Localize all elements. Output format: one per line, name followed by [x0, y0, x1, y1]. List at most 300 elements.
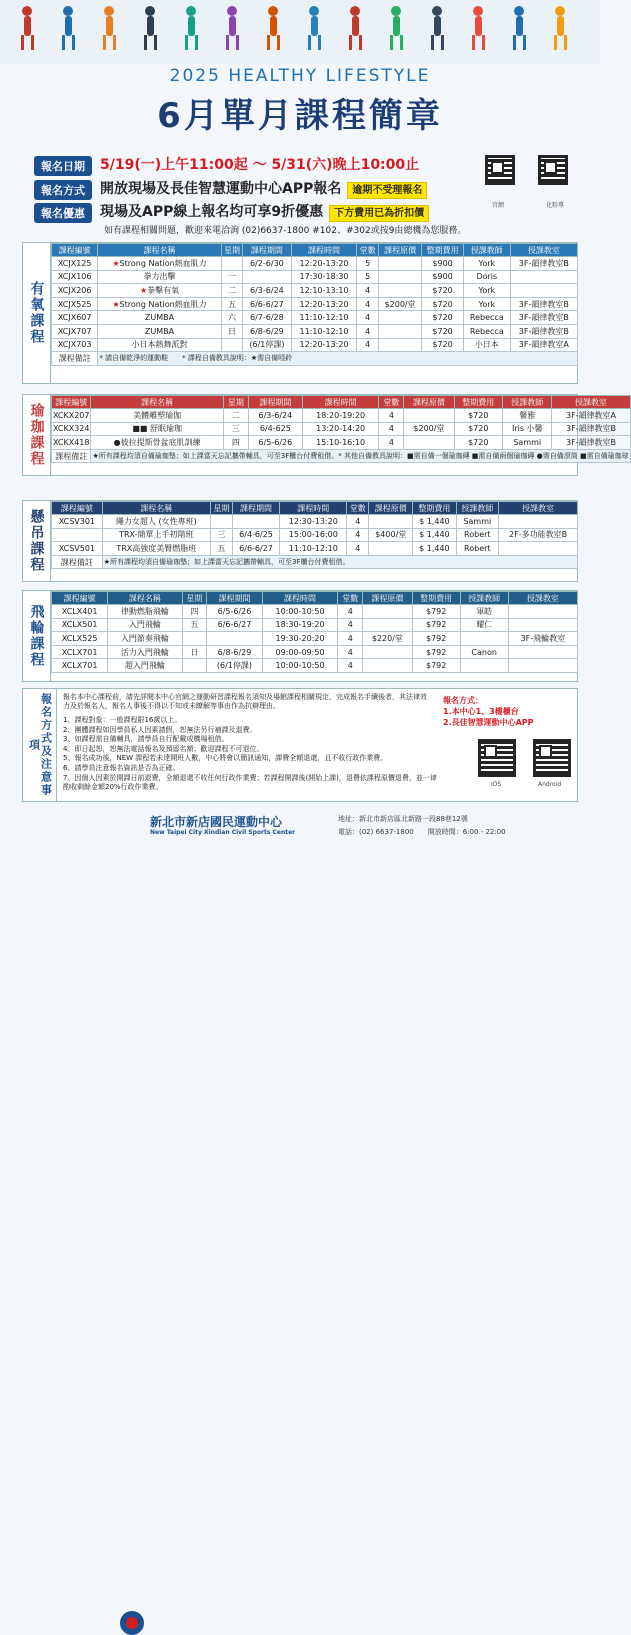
qr-code-website[interactable]	[485, 155, 515, 185]
table-cell	[508, 605, 577, 619]
table-cell: XCSV301	[52, 515, 103, 529]
table-cell: 入門節奏飛輪	[108, 632, 182, 646]
table-cell: 馨雅	[503, 409, 552, 423]
table-cell: 4	[338, 632, 363, 646]
exercise-figure-icon	[305, 6, 323, 50]
table-cell: 三	[223, 422, 248, 436]
section-aerobic	[22, 242, 578, 384]
table-cell	[379, 324, 422, 338]
table-cell: 11:10-12:10	[280, 542, 347, 556]
table-cell: 3F-韻律教室B	[552, 436, 630, 450]
table-cell: 13:20-14:20	[302, 422, 379, 436]
col-header: 課程時間	[280, 502, 347, 515]
table-cell: 3F-飛輪教室	[508, 632, 577, 646]
col-header: 授課教室	[510, 244, 577, 257]
table-cell: 12:30-13:20	[280, 515, 347, 529]
table-row	[52, 324, 578, 338]
qr-code-ios[interactable]	[478, 739, 516, 777]
table-cell: 4	[357, 324, 379, 338]
info-discount	[34, 201, 429, 223]
table-cell	[243, 270, 291, 284]
table-cell	[460, 659, 508, 673]
table-cell: XCJX703	[52, 338, 98, 352]
table-cell: XCJX607	[52, 311, 98, 325]
col-header: 課程期間	[232, 502, 279, 515]
notes-item: 6、請學員注意報名資訊是否為正確。	[63, 763, 180, 772]
table-row	[52, 528, 578, 542]
info-date	[34, 154, 419, 176]
table-cell: $720	[422, 311, 464, 325]
table-cell: 美體雕塑瑜伽	[91, 409, 223, 423]
col-header: 課程時間	[302, 396, 379, 409]
table-cell: ●彼拉提斯骨盆底肌訓練	[91, 436, 223, 450]
exercise-figure-icon	[141, 6, 159, 50]
table-cell	[369, 515, 413, 529]
table-cell: $720	[454, 409, 503, 423]
method-1: 1.本中心1、3樓櫃台	[443, 707, 519, 716]
table-cell: 15:00-16:00	[280, 528, 347, 542]
table-cell: 繩力女超人 (女性專班)	[102, 515, 210, 529]
table-cell	[232, 515, 279, 529]
col-header: 課程名稱	[102, 502, 210, 515]
table-cell: XCJX125	[52, 257, 98, 271]
table-cell: $200/堂	[404, 422, 454, 436]
col-header: 星期	[221, 244, 243, 257]
table-aerobic	[51, 243, 578, 366]
table-cell: 19:30-20:20	[262, 632, 338, 646]
table-cell: 6/6-6/27	[207, 618, 262, 632]
table-cell	[221, 257, 243, 271]
table-cell: Robert	[456, 528, 499, 542]
table-cell: 二	[223, 409, 248, 423]
col-header: 課程期間	[207, 592, 262, 605]
table-cell: $792	[412, 632, 460, 646]
notes-item: 2、團體課程如因學員私人因素請假，恕無法另行補課及退費。	[63, 725, 257, 734]
table-cell: 律動燃脂飛輪	[108, 605, 182, 619]
table-yoga	[51, 395, 631, 463]
col-header: 授課教室	[552, 396, 630, 409]
table-cell	[379, 257, 422, 271]
table-cell	[369, 542, 413, 556]
notes-side-title: 報名方式及注意事項	[23, 689, 57, 801]
table-row	[52, 632, 578, 646]
table-aerial	[51, 501, 578, 569]
exercise-figure-icon	[387, 6, 405, 50]
note-text: ★所有課程均須自備瑜珈墊；如上課當天忘記攜帶輔具，可至3F櫃台付費租借。	[102, 555, 577, 569]
table-cell: XCKX207	[52, 409, 91, 423]
table-cell: 4	[338, 605, 363, 619]
table-cell	[363, 659, 413, 673]
table-cell: 4	[338, 618, 363, 632]
table-cell: XCKX418	[52, 436, 91, 450]
contact-text: 如有課程相關問題，歡迎來電洽詢 (02)6637-1800 #102、#302或按9由總機為您服務。	[104, 226, 467, 236]
table-cell: 2F-多功能教室B	[499, 528, 578, 542]
qr2-label: 化粉專	[546, 202, 565, 209]
table-row	[52, 409, 631, 423]
table-cell	[210, 515, 232, 529]
section-title-spin: 飛輪課程	[23, 591, 51, 681]
table-cell: 4	[338, 659, 363, 673]
table-row	[52, 257, 578, 271]
table-cell: $720	[454, 436, 503, 450]
table-cell: 入門飛輪	[108, 618, 182, 632]
exercise-figure-icon	[551, 6, 569, 50]
table-cell: 12:20-13:20	[291, 257, 357, 271]
table-cell: 6/3-6/24	[248, 409, 302, 423]
table-cell: $720	[422, 297, 464, 311]
table-cell: 日	[221, 324, 243, 338]
table-cell	[510, 270, 577, 284]
table-cell	[499, 515, 578, 529]
table-cell	[379, 311, 422, 325]
info-method	[34, 178, 427, 200]
table-cell: 4	[357, 311, 379, 325]
exercise-figure-icon	[469, 6, 487, 50]
col-header: 授課教師	[456, 502, 499, 515]
table-cell: (6/1停課)	[207, 659, 262, 673]
table-cell: Sammi	[456, 515, 499, 529]
table-cell: 二	[221, 284, 243, 298]
table-cell: XCLX701	[52, 645, 108, 659]
table-cell: ■■ 舒眠瑜珈	[91, 422, 223, 436]
table-cell: 4	[347, 528, 369, 542]
footer-name: 新北市新店國民運動中心	[150, 815, 283, 829]
table-cell: 3F-韻律教室B	[552, 422, 630, 436]
table-cell: 18:20-19:20	[302, 409, 379, 423]
table-cell: $720	[454, 422, 503, 436]
table-row	[52, 436, 631, 450]
col-header: 課程原價	[363, 592, 413, 605]
col-header: 星期	[210, 502, 232, 515]
table-row	[52, 605, 578, 619]
exercise-figure-icon	[100, 6, 118, 50]
table-cell: ZUMBA	[98, 324, 221, 338]
table-cell: ★Strong Nation熱血肌力	[98, 257, 221, 271]
table-cell: 4	[357, 338, 379, 352]
discount-label: 報名優惠	[34, 203, 92, 223]
table-cell: $792	[412, 645, 460, 659]
table-cell: $792	[412, 618, 460, 632]
table-cell: $400/堂	[369, 528, 413, 542]
table-cell	[404, 436, 454, 450]
col-header: 堂數	[347, 502, 369, 515]
note-row	[52, 555, 578, 569]
discount-text: 現場及APP線上報名均可享9折優惠	[100, 204, 324, 220]
table-cell: XCLX501	[52, 618, 108, 632]
table-row	[52, 542, 578, 556]
col-header: 課程期間	[243, 244, 291, 257]
table-cell: 4	[379, 422, 404, 436]
header-banner	[0, 0, 600, 64]
table-cell: 10:00-10:50	[262, 659, 338, 673]
table-cell	[508, 659, 577, 673]
table-row	[52, 284, 578, 298]
table-cell: $720	[422, 284, 464, 298]
table-cell: Iris 小馨	[503, 422, 552, 436]
col-header: 星期	[182, 592, 207, 605]
notes-item: 1、課程對象：一般課程限16歲以上。	[63, 716, 182, 724]
section-yoga	[22, 394, 629, 476]
table-cell: 軍皓	[460, 605, 508, 619]
discount-note: 下方費用已為折扣價	[329, 205, 429, 222]
table-cell: TRX-簡單上手初階班	[102, 528, 210, 542]
col-header: 授課教室	[508, 592, 577, 605]
table-cell: 17:30-18:30	[291, 270, 357, 284]
table-cell: 小日本	[463, 338, 510, 352]
note-text: * 請自備乾淨的運動鞋 * 課程自備教具說明：★需自備啞鈴	[98, 352, 578, 366]
table-cell: 4	[347, 515, 369, 529]
registration-notes	[22, 688, 578, 802]
method-label: 報名方式	[34, 180, 92, 200]
table-cell: Rebecca	[463, 311, 510, 325]
section-spin	[22, 590, 578, 682]
table-cell: 6/7-6/28	[243, 311, 291, 325]
table-cell: $ 1,440	[413, 515, 456, 529]
method-note: 逾期不受理報名	[347, 182, 427, 199]
col-header: 課程名稱	[108, 592, 182, 605]
table-cell: 6/6-6/27	[243, 297, 291, 311]
table-cell: 6/5-6/26	[207, 605, 262, 619]
note-label: 課程備註	[52, 449, 91, 463]
table-cell: 5	[357, 257, 379, 271]
footer-phone: 電話：(02) 6637-1800 開放時間：6:00 - 22:00	[338, 828, 506, 836]
table-cell: Doris	[463, 270, 510, 284]
table-cell: 4	[357, 284, 379, 298]
table-cell: ★拳擊有氧	[98, 284, 221, 298]
exercise-figure-icon	[223, 6, 241, 50]
col-header: 授課教室	[499, 502, 578, 515]
exercise-figure-icon	[264, 6, 282, 50]
table-cell: 6/8-6/29	[243, 324, 291, 338]
table-cell: TRX高強度美臀燃脂班	[102, 542, 210, 556]
exercise-figure-icon	[346, 6, 364, 50]
col-header: 課程期間	[248, 396, 302, 409]
table-cell	[460, 632, 508, 646]
col-header: 課程原價	[404, 396, 454, 409]
table-cell: York	[463, 297, 510, 311]
table-cell: ★Strong Nation熱血肌力	[98, 297, 221, 311]
date-label: 報名日期	[34, 156, 92, 176]
table-cell	[499, 542, 578, 556]
table-cell: 6/6-6/27	[232, 542, 279, 556]
notes-item: 3、如課程需自備輔具，請學員自行配戴或機場租借。	[63, 735, 229, 744]
table-cell	[404, 409, 454, 423]
col-header: 課程編號	[52, 244, 98, 257]
page-title: 6月單月課程簡章	[157, 96, 443, 136]
table-cell: $720	[422, 324, 464, 338]
table-cell	[379, 338, 422, 352]
table-cell: York	[463, 257, 510, 271]
col-header: 整期費用	[454, 396, 503, 409]
table-cell: 3F-韻律教室A	[552, 409, 630, 423]
title-en: 2025 HEALTHY LIFESTYLE	[169, 66, 431, 86]
table-row	[52, 338, 578, 352]
table-cell: ZUMBA	[98, 311, 221, 325]
table-cell	[379, 284, 422, 298]
table-cell: 12:20-13:20	[291, 338, 357, 352]
col-header: 課程編號	[52, 502, 103, 515]
notes-item: 7、因個人因素於開課日前退費，全額退還不收任何行政作業費；若課程開課後(開始上課)，退費依課程原價退費，並一律酌收剩餘金額20%行政作業費。	[63, 773, 437, 792]
col-header: 堂數	[357, 244, 379, 257]
table-row	[52, 311, 578, 325]
table-cell	[221, 338, 243, 352]
table-row	[52, 422, 631, 436]
exercise-figure-icon	[18, 6, 36, 50]
footer-address: 地址：新北市新店區北新路一段88巷12號	[338, 815, 468, 823]
table-cell: $900	[422, 270, 464, 284]
table-cell: 09:00-09:50	[262, 645, 338, 659]
table-cell: $220/堂	[363, 632, 413, 646]
table-cell: 6/5-6/26	[248, 436, 302, 450]
table-spin	[51, 591, 578, 673]
col-header: 星期	[223, 396, 248, 409]
table-row	[52, 270, 578, 284]
col-header: 課程名稱	[98, 244, 221, 257]
table-cell: 小日本熱舞派對	[98, 338, 221, 352]
table-cell: 12:20-13:20	[291, 297, 357, 311]
table-cell: 6/3-6/24	[243, 284, 291, 298]
table-cell: 四	[223, 436, 248, 450]
date-text: 5/19(一)上午11:00起 ～ 5/31(六)晚上10:00止	[100, 157, 420, 173]
table-cell	[363, 645, 413, 659]
table-cell: $200/堂	[379, 297, 422, 311]
table-cell: 6/4-625	[248, 422, 302, 436]
table-cell: (6/1停課)	[243, 338, 291, 352]
table-cell: Canon	[460, 645, 508, 659]
table-cell: XCLX701	[52, 659, 108, 673]
footer	[0, 805, 600, 848]
note-label: 課程備註	[52, 555, 103, 569]
col-header: 授課教師	[463, 244, 510, 257]
section-title-aerial: 懸吊課程	[23, 501, 51, 581]
table-cell	[182, 632, 207, 646]
table-cell: $900	[422, 257, 464, 271]
table-cell: 6/2-6/30	[243, 257, 291, 271]
col-header: 授課教師	[503, 396, 552, 409]
table-row	[52, 297, 578, 311]
table-row	[52, 618, 578, 632]
table-cell: 3F-韻律教室B	[510, 297, 577, 311]
col-header: 堂數	[338, 592, 363, 605]
table-cell: 6/8-6/29	[207, 645, 262, 659]
table-cell: $720	[422, 338, 464, 352]
table-cell	[508, 645, 577, 659]
table-cell: XCJX525	[52, 297, 98, 311]
table-cell: 3F-韻律教室B	[510, 324, 577, 338]
table-cell: 三	[210, 528, 232, 542]
center-logo	[120, 1611, 144, 1635]
exercise-figure-icon	[182, 6, 200, 50]
qr1-label: 官網	[492, 202, 505, 209]
note-text: ★所有課程均須自備瑜珈墊；如上課當天忘記攜帶輔具，可至3F櫃台付費租借。* 其他自備教具說明：■需自備一個瑜珈磚 ■需自備兩個瑜珈磚 ●需自備滾筒 ■需自備瑜珈球	[91, 449, 630, 463]
col-header: 課程原價	[369, 502, 413, 515]
table-cell: 6/4-6/25	[232, 528, 279, 542]
col-header: 堂數	[379, 396, 404, 409]
table-cell: 4	[347, 542, 369, 556]
table-cell: 4	[379, 409, 404, 423]
table-cell: 六	[221, 311, 243, 325]
col-header: 整期費用	[422, 244, 464, 257]
table-cell: 五	[210, 542, 232, 556]
col-header: 整期費用	[413, 502, 456, 515]
table-cell: 五	[182, 618, 207, 632]
table-cell: York	[463, 284, 510, 298]
table-cell: XCJX206	[52, 284, 98, 298]
table-cell: XCJX707	[52, 324, 98, 338]
table-cell: 10:00-10:50	[262, 605, 338, 619]
table-cell: XCKX324	[52, 422, 91, 436]
table-cell: 一	[221, 270, 243, 284]
table-cell: XCLX525	[52, 632, 108, 646]
table-cell: 4	[379, 436, 404, 450]
table-cell: 4	[338, 645, 363, 659]
table-cell	[379, 270, 422, 284]
android-label: Android	[538, 781, 562, 788]
exercise-figure-icon	[428, 6, 446, 50]
method-text: 開放現場及長佳智慧運動中心APP報名	[100, 181, 342, 197]
qr-code-android[interactable]	[533, 739, 571, 777]
notes-item: 4、即日起恕，恕無法電話報名及預留名額；歡迎課程不可退位。	[63, 744, 264, 753]
table-cell: $ 1,440	[413, 528, 456, 542]
qr-code-fanpage[interactable]	[538, 155, 568, 185]
table-row	[52, 645, 578, 659]
table-cell: XCSV501	[52, 542, 103, 556]
method-title: 報名方式：	[443, 696, 483, 705]
table-cell: 超入門飛輪	[108, 659, 182, 673]
note-row	[52, 352, 578, 366]
table-cell	[207, 632, 262, 646]
notes-intro: 報名本中心課程前，請先詳閱本中心官網之運動研習課程報名須知及場館課程相關規定，完成報名手續後者，其法律效力及於報名人，報名人事後不得以不知或未瞭解等事由作為抗辯理由。	[63, 693, 427, 710]
table-cell: 3F-韻律教室A	[510, 338, 577, 352]
exercise-figure-icon	[510, 6, 528, 50]
col-header: 授課教師	[460, 592, 508, 605]
table-cell: 3F-韻律教室B	[510, 257, 577, 271]
table-cell	[363, 618, 413, 632]
col-header: 課程時間	[291, 244, 357, 257]
footer-name-en: New Taipei City Xindian Civil Sports Center	[150, 829, 296, 836]
table-cell: $ 1,440	[413, 542, 456, 556]
table-cell: Sammi	[503, 436, 552, 450]
col-header: 課程編號	[52, 396, 91, 409]
table-cell: $792	[412, 605, 460, 619]
table-cell: Robert	[456, 542, 499, 556]
table-row	[52, 515, 578, 529]
notes-list	[63, 716, 443, 793]
table-cell: 4	[357, 297, 379, 311]
table-cell: XCJX106	[52, 270, 98, 284]
table-cell	[363, 605, 413, 619]
table-cell: 活力入門飛輪	[108, 645, 182, 659]
table-cell: Rebecca	[463, 324, 510, 338]
table-cell: 四	[182, 605, 207, 619]
table-cell: 日	[182, 645, 207, 659]
col-header: 整期費用	[412, 592, 460, 605]
table-cell: 3F-韻律教室B	[510, 311, 577, 325]
table-cell: 五	[221, 297, 243, 311]
note-label: 課程備註	[52, 352, 98, 366]
table-row	[52, 659, 578, 673]
table-cell: 5	[357, 270, 379, 284]
section-title-yoga: 瑜珈課程	[23, 395, 51, 475]
table-cell: 拳力出擊	[98, 270, 221, 284]
col-header: 課程原價	[379, 244, 422, 257]
notes-item: 5、報名成功後，NEW 課程若未達開班人數，中心將會以簡訊通知，課費全額退還，且不收行政作業費。	[63, 754, 388, 763]
col-header: 課程編號	[52, 592, 108, 605]
table-cell	[182, 659, 207, 673]
col-header: 課程時間	[262, 592, 338, 605]
table-cell	[508, 618, 577, 632]
table-cell: $792	[412, 659, 460, 673]
